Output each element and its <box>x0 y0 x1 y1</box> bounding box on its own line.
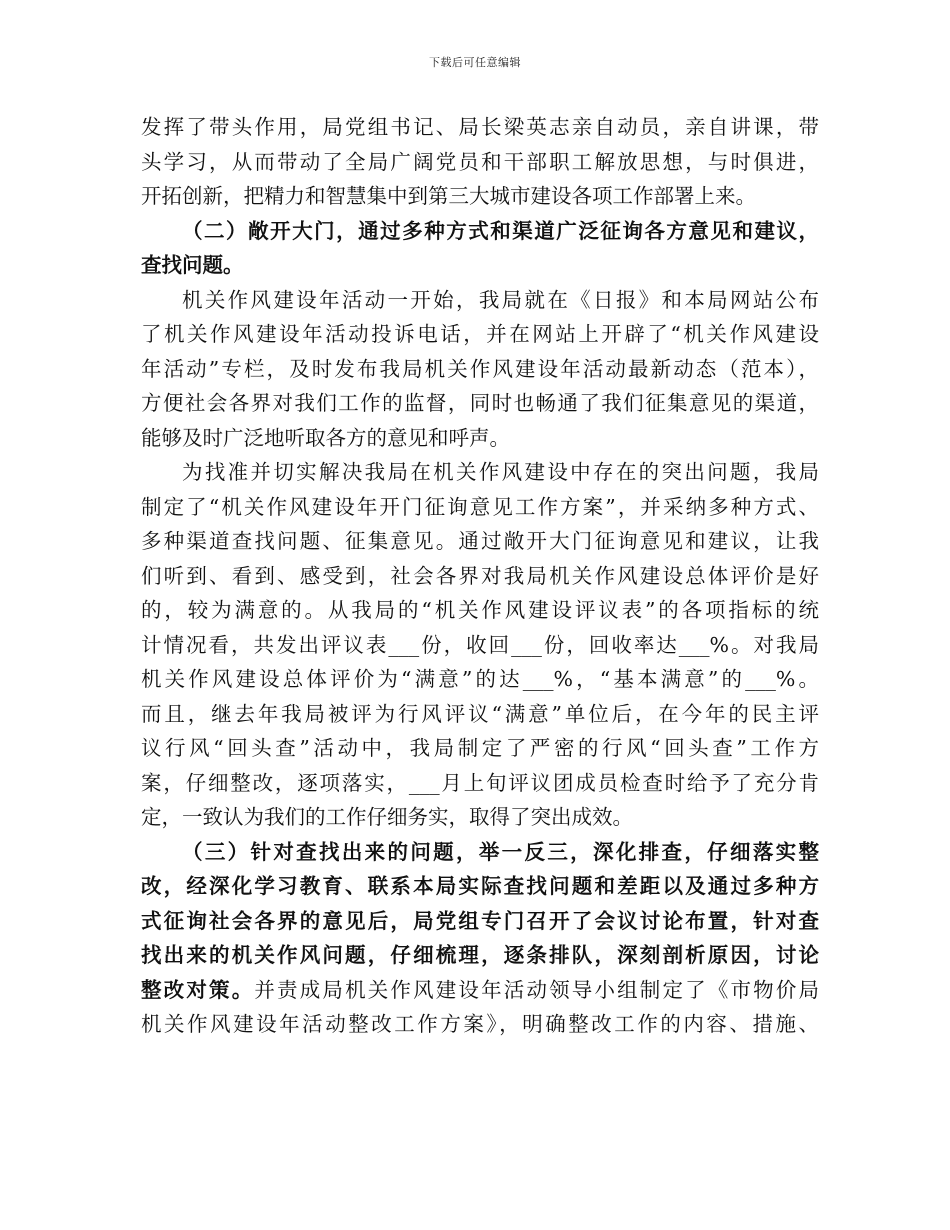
section-heading-line: （二）敞开大门，通过多种方式和渠道广泛征询各方意见和建议， <box>182 218 819 243</box>
section-heading-line: （三）针对查找出来的问题，举一反三，深化排查，仔细落实整 <box>182 839 819 864</box>
paragraph-line: 发挥了带头作用，局党组书记、局长梁英志亲自动员，亲自讲课，带 <box>141 115 819 139</box>
mixed-line <box>141 973 819 1008</box>
paragraph-line: 多种渠道查找问题、征集意见。通过敞开大门征询意见和建议，让我 <box>141 529 819 553</box>
section-heading-line: 改，经深化学习教育、联系本局实际查找问题和差距以及通过多种方 <box>141 874 819 898</box>
paragraph-line: 年活动”专栏，及时发布我局机关作风建设年活动最新动态（范本）， <box>141 356 819 381</box>
section-heading-line: 式征询社会各界的意见后，局党组专门召开了会议讨论布置，针对查 <box>141 908 819 933</box>
document-body <box>141 110 819 1042</box>
section-heading-line: 查找问题。 <box>141 253 244 277</box>
paragraph-line: 定，一致认为我们的工作仔细务实，取得了突出成效。 <box>141 805 633 829</box>
paragraph-line: 了机关作风建设年活动投诉电话，并在网站上开辟了“机关作风建设 <box>141 322 819 346</box>
paragraph-text: 并责成局机关作风建设年活动领导小组制定了《市物价局 <box>254 977 820 1002</box>
page-header: 下载后可任意编辑 <box>429 56 521 69</box>
paragraph-line: 们听到、看到、感受到，社会各界对我局机关作风建设总体评价是好 <box>141 563 819 588</box>
paragraph-line: 机关作风建设总体评价为“满意”的达___%，“基本满意”的___%。 <box>141 667 819 691</box>
section-heading-line: 找出来的机关作风问题，仔细梳理，逐条排队，深刻剖析原因，讨论 <box>141 943 819 967</box>
paragraph-line: 计情况看，共发出评议表___份，收回___份，回收率达___%。对我局 <box>141 632 819 657</box>
paragraph-line: 能够及时广泛地听取各方的意见和呼声。 <box>141 425 510 450</box>
paragraph-line: 为找准并切实解决我局在机关作风建设中存在的突出问题，我局 <box>182 460 819 484</box>
paragraph-line: 制定了“机关作风建设年开门征询意见工作方案”，并采纳多种方式、 <box>141 494 819 519</box>
paragraph-line: 的，较为满意的。从我局的“机关作风建设评议表”的各项指标的统 <box>141 598 819 622</box>
section-heading-end: 整改对策。 <box>141 977 255 1002</box>
paragraph-line: 方便社会各界对我们工作的监督，同时也畅通了我们征集意见的渠道， <box>141 391 819 415</box>
paragraph-line: 头学习，从而带动了全局广阔党员和干部职工解放思想，与时俱进， <box>141 149 819 174</box>
paragraph-line: 机关作风建设年活动整改工作方案》，明确整改工作的内容、措施、 <box>141 1012 819 1036</box>
paragraph-line: 机关作风建设年活动一开始，我局就在《日报》和本局网站公布 <box>182 287 819 312</box>
paragraph-line: 开拓创新，把精力和智慧集中到第三大城市建设各项工作部署上来。 <box>141 184 756 208</box>
paragraph-line: 而且，继去年我局被评为行风评议“满意”单位后，在今年的民主评 <box>141 701 819 726</box>
paragraph-line: 案，仔细整改，逐项落实，___月上旬评议团成员检查时给予了充分肯 <box>141 770 819 795</box>
paragraph-line: 议行风“回头查”活动中，我局制定了严密的行风“回头查”工作方 <box>141 736 819 760</box>
